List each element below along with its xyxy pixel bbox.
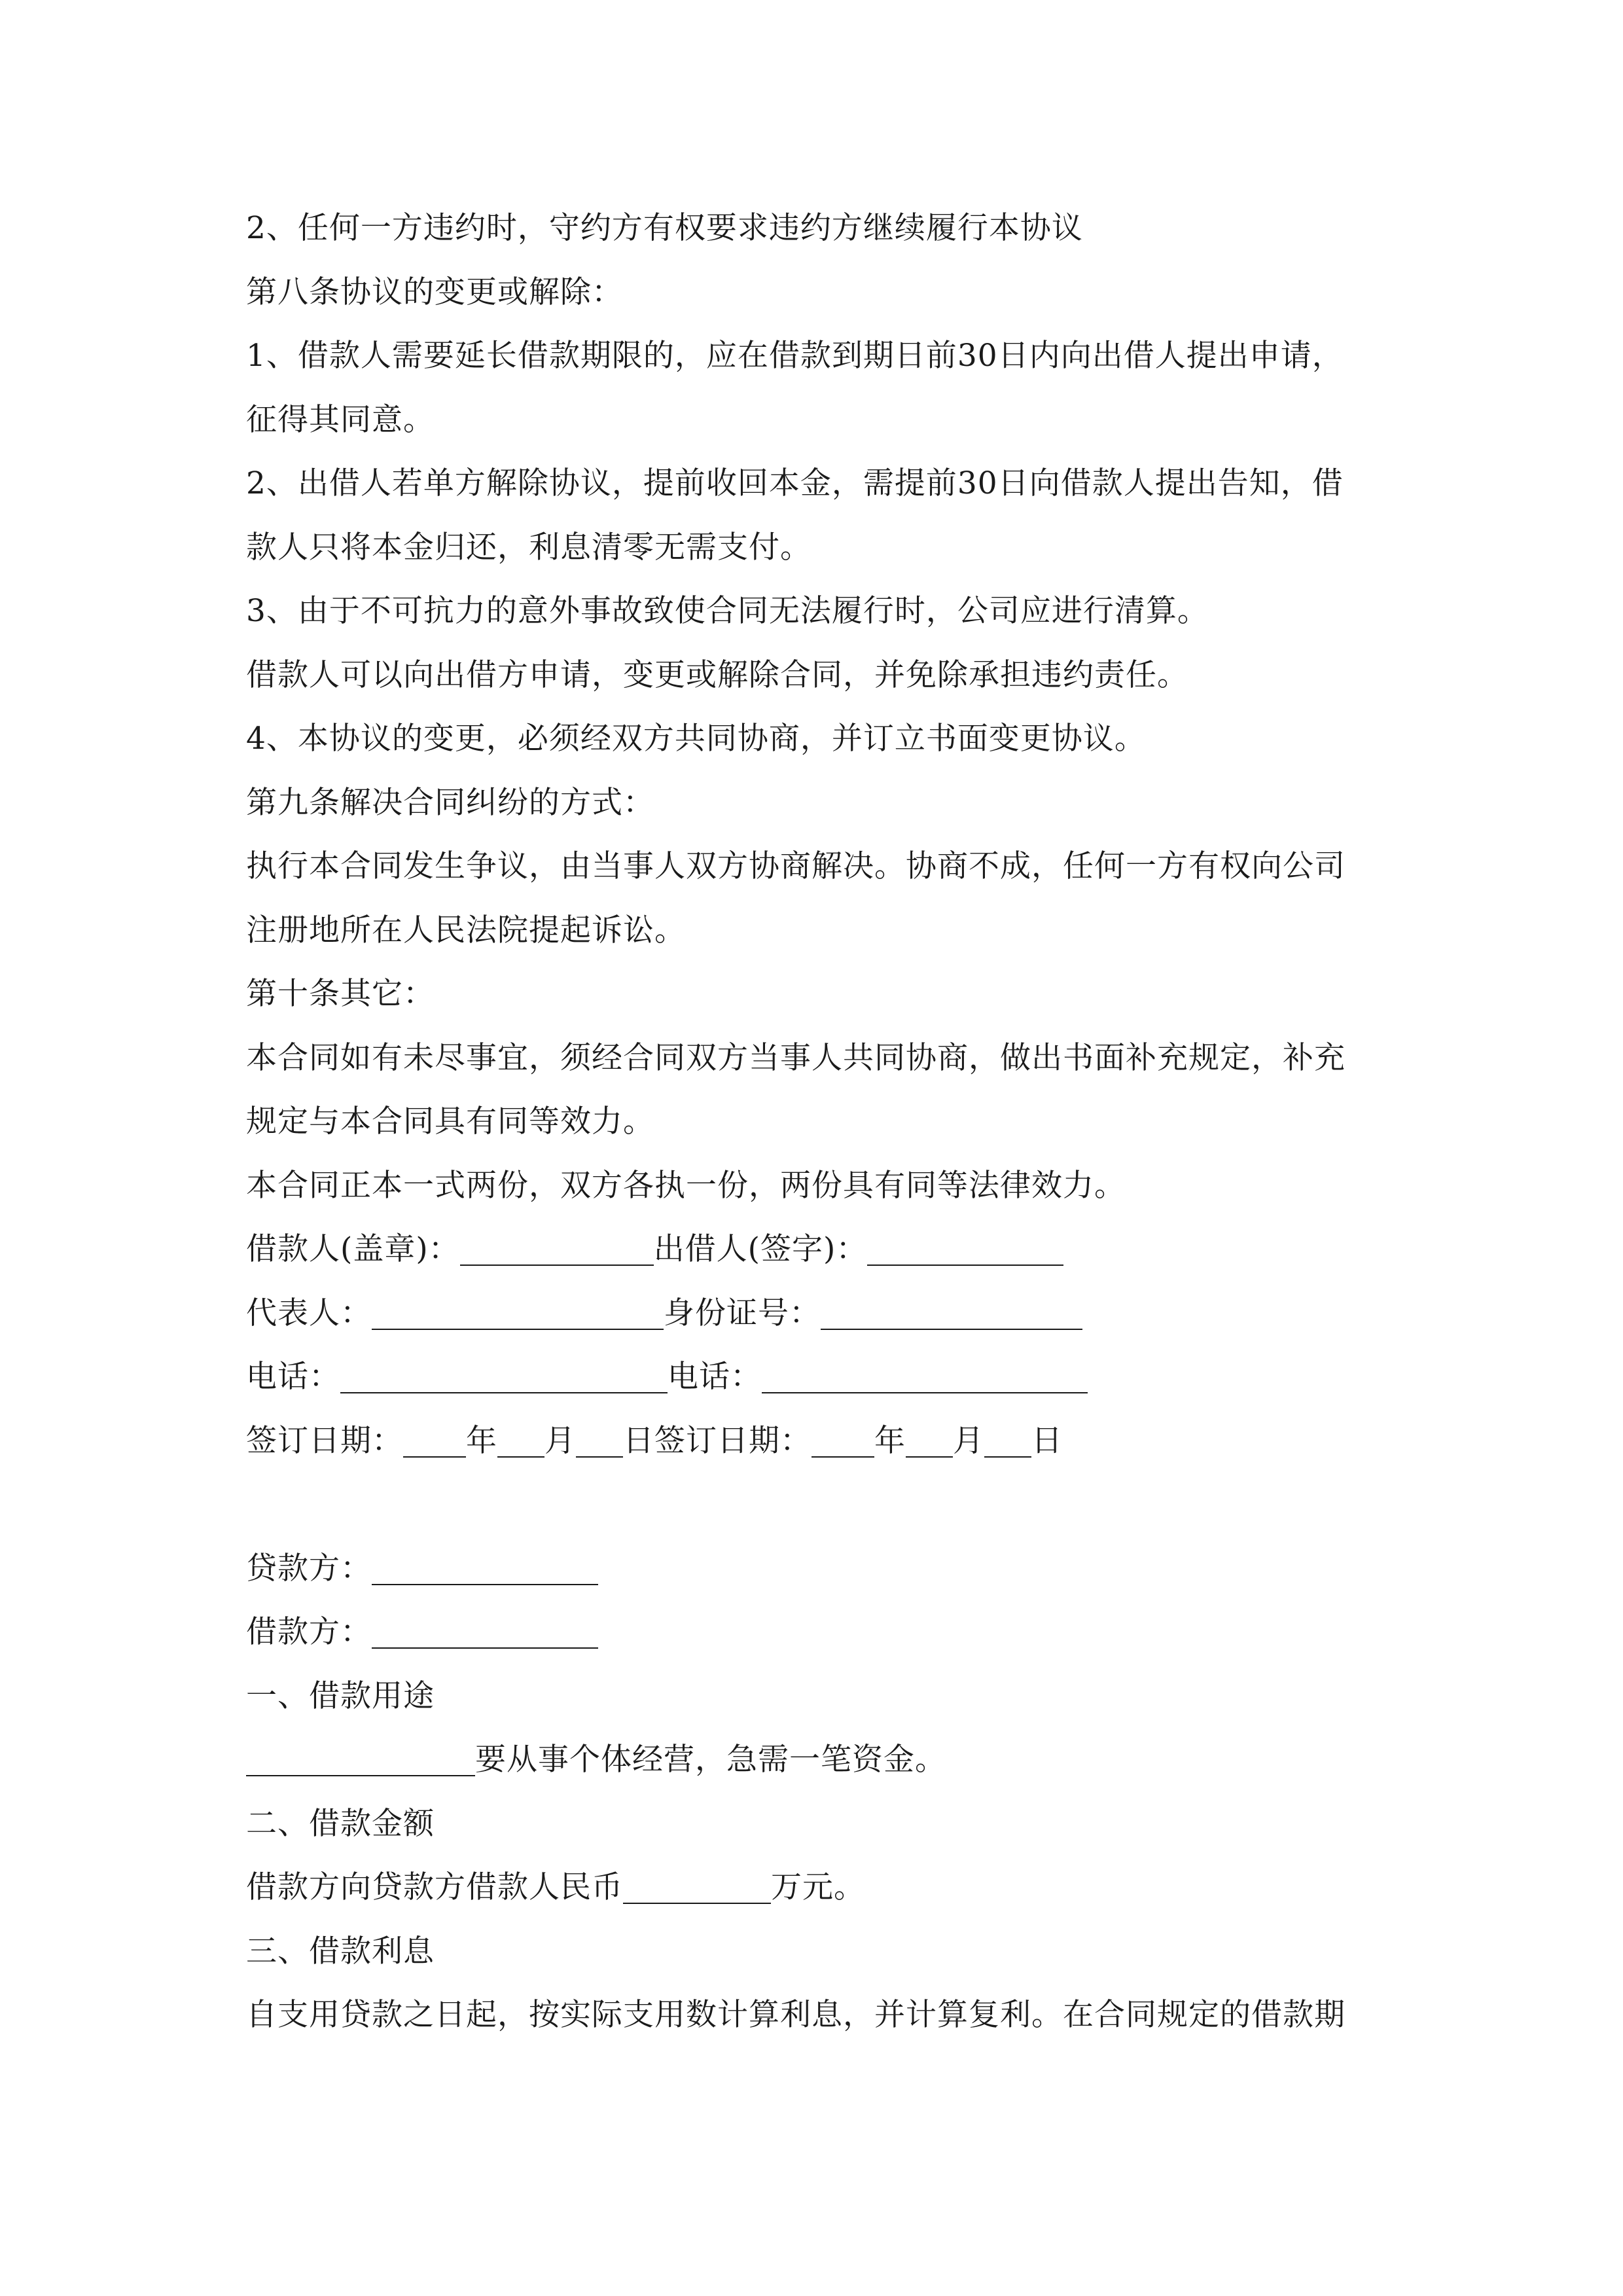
year-label: 年	[466, 1422, 497, 1459]
section-2-text-row	[246, 1856, 1398, 1920]
clause-line: 1、借款人需要延长借款期限的，应在借款到期日前30日内向出借人提出申请，	[246, 338, 1344, 374]
year-label: 年	[874, 1422, 906, 1459]
year-blank-left[interactable]	[403, 1421, 466, 1458]
clause-line: 2、任何一方违约时，守约方有权要求违约方继续履行本协议	[246, 210, 1083, 246]
month-label: 月	[544, 1422, 576, 1459]
date-label-left: 签订日期：	[246, 1422, 403, 1459]
month-blank-right[interactable]	[906, 1421, 953, 1458]
day-blank-left[interactable]	[576, 1421, 623, 1458]
month-label: 月	[953, 1422, 984, 1459]
representative-label: 代表人：	[246, 1295, 372, 1331]
clause-line: 借款人可以向出借方申请，变更或解除合同，并免除承担违约责任。	[246, 656, 1188, 693]
section-3-text: 自支用贷款之日起，按实际支用数计算利息，并计算复利。在合同规定的借款期	[246, 1997, 1346, 2033]
id-number-blank[interactable]	[821, 1293, 1082, 1330]
month-blank-left[interactable]	[497, 1421, 544, 1458]
clause-line: 注册地所在人民法院提起诉讼。	[246, 912, 686, 948]
signature-row-representative	[246, 1282, 1398, 1346]
day-label: 日	[623, 1422, 654, 1459]
clause-line: 3、由于不可抗力的意外事故致使合同无法履行时，公司应进行清算。	[246, 593, 1209, 629]
day-label: 日	[1031, 1422, 1063, 1459]
clause-line: 本合同正本一式两份，双方各执一份，两份具有同等法律效力。	[246, 1167, 1126, 1204]
clause-line: 4、本协议的变更，必须经双方共同协商，并订立书面变更协议。	[246, 721, 1146, 757]
clause-line: 规定与本合同具有同等效力。	[246, 1103, 654, 1139]
lender-party-blank[interactable]	[372, 1549, 598, 1585]
lender-sign-blank[interactable]	[867, 1229, 1063, 1266]
signature-row-date	[246, 1409, 1398, 1473]
amount-blank[interactable]	[623, 1867, 771, 1904]
clause-line: 本合同如有未尽事宜，须经合同双方当事人共同协商，做出书面补充规定，补充	[246, 1039, 1346, 1076]
signature-row-seal	[246, 1217, 1398, 1282]
phone-label-left: 电话：	[246, 1359, 340, 1395]
signature-row-phone	[246, 1345, 1398, 1409]
lender-party-row	[246, 1537, 1398, 1601]
section-2-title: 二、借款金额	[246, 1805, 435, 1842]
borrower-party-row	[246, 1600, 1398, 1664]
lender-sign-label: 出借人(签字)：	[653, 1231, 868, 1267]
section-1-text: 要从事个体经营，急需一笔资金。	[475, 1742, 946, 1778]
phone-blank-right[interactable]	[762, 1357, 1088, 1393]
day-blank-right[interactable]	[984, 1421, 1031, 1458]
id-number-label: 身份证号：	[664, 1295, 821, 1331]
section-gap	[246, 1473, 1398, 1537]
clause-line: 执行本合同发生争议，由当事人双方协商解决。协商不成，任何一方有权向公司	[246, 848, 1346, 884]
section-1-text-row	[246, 1728, 1398, 1792]
borrower-seal-blank[interactable]	[460, 1229, 654, 1266]
article-9-heading: 第九条解决合同纠纷的方式：	[246, 784, 654, 821]
article-8-heading: 第八条协议的变更或解除：	[246, 274, 623, 310]
section-2-text-before: 借款方向贷款方借款人民币	[246, 1869, 623, 1905]
phone-label-right: 电话：	[668, 1359, 762, 1395]
clause-line: 款人只将本金归还，利息清零无需支付。	[246, 529, 812, 565]
phone-blank-left[interactable]	[340, 1357, 668, 1393]
section-2-text-after: 万元。	[771, 1869, 865, 1905]
representative-blank[interactable]	[372, 1293, 664, 1330]
section-1-title: 一、借款用途	[246, 1677, 435, 1714]
article-10-heading: 第十条其它：	[246, 976, 435, 1012]
borrower-seal-label: 借款人(盖章)：	[246, 1231, 460, 1267]
purpose-blank[interactable]	[246, 1740, 475, 1776]
date-label-right: 签订日期：	[654, 1422, 812, 1459]
section-3-title: 三、借款利息	[246, 1933, 435, 1969]
clause-line: 征得其同意。	[246, 401, 435, 438]
clause-line: 2、出借人若单方解除协议，提前收回本金，需提前30日向借款人提出告知，借	[246, 465, 1344, 501]
borrower-party-label: 借款方：	[246, 1614, 372, 1650]
year-blank-right[interactable]	[812, 1421, 874, 1458]
contract-body	[246, 196, 1398, 2047]
borrower-party-blank[interactable]	[372, 1612, 598, 1649]
lender-party-label: 贷款方：	[246, 1550, 372, 1587]
